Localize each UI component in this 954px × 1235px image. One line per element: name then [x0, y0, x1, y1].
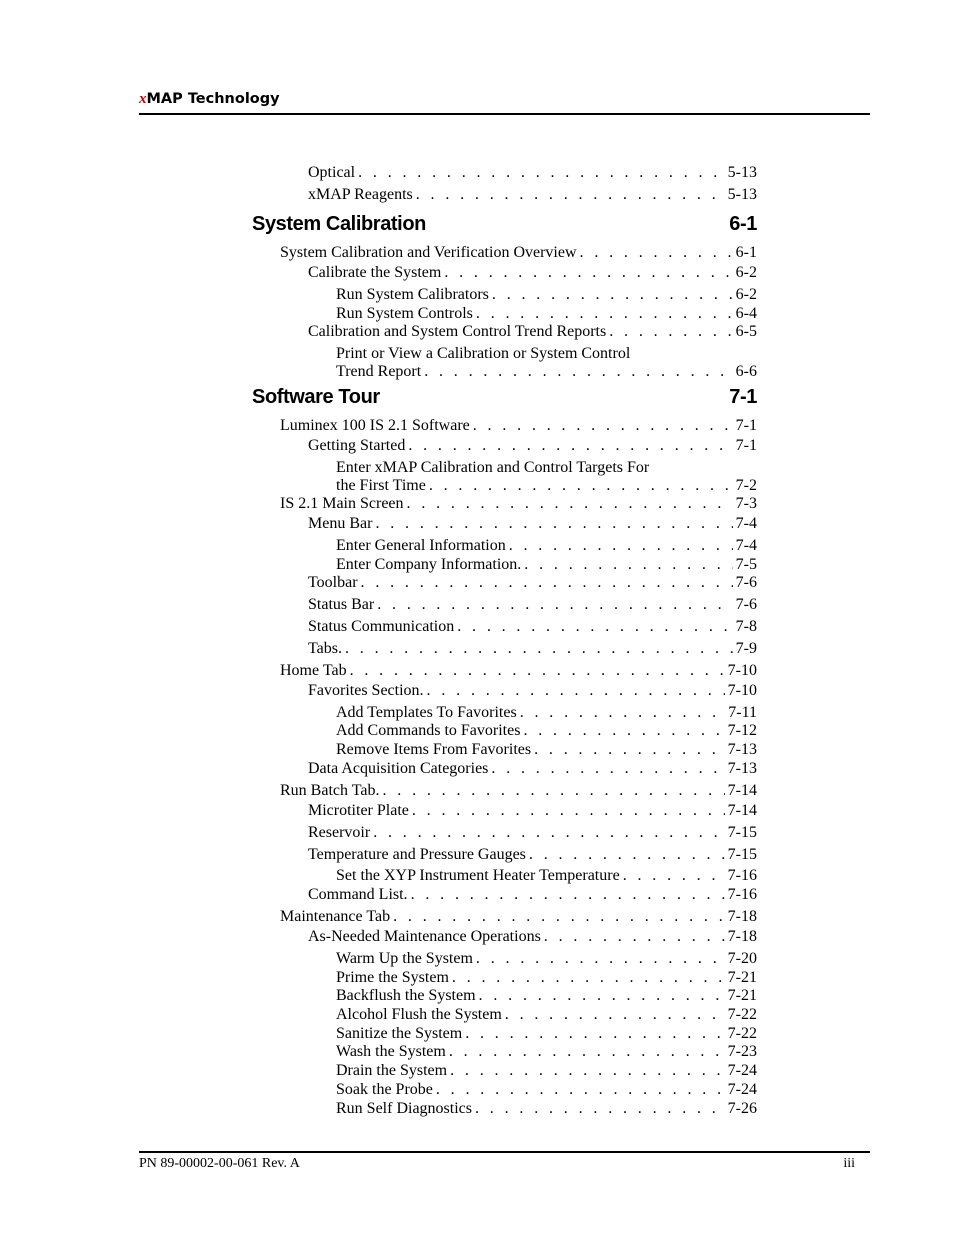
toc-entry[interactable]: Backflush the System . . . 7-21	[336, 986, 757, 1006]
toc-entry[interactable]: Remove Items From Favorites . . . 7-13	[336, 740, 757, 760]
toc-entry[interactable]: Run System Controls . . . 6-4	[336, 304, 757, 324]
toc-entry[interactable]: System Calibration and Verification Overview . . . 6-1	[280, 243, 757, 263]
footer-page-number: iii	[843, 1156, 855, 1171]
toc-entry[interactable]: IS 2.1 Main Screen . . . 7-3	[280, 494, 757, 514]
chapter-heading[interactable]	[252, 213, 757, 239]
toc-entry[interactable]: Microtiter Plate . . . 7-14	[308, 801, 757, 821]
toc-entry[interactable]: xMAP Reagents . . . 5-13	[308, 185, 757, 205]
toc-entry[interactable]: Sanitize the System . . . 7-22	[336, 1024, 757, 1044]
toc-entry[interactable]: Add Commands to Favorites . . . 7-12	[336, 721, 757, 741]
toc-entry[interactable]: Prime the System . . . 7-21	[336, 968, 757, 988]
toc-entry[interactable]: the First Time . . . 7-2	[336, 476, 757, 496]
chapter-title: System Calibration	[252, 213, 426, 235]
toc-entry[interactable]: Status Communication . . . 7-8	[308, 617, 757, 637]
toc-entry[interactable]: Drain the System . . . 7-24	[336, 1061, 757, 1081]
toc-entry[interactable]: Favorites Section. . . . 7-10	[308, 681, 757, 701]
toc-entry[interactable]: Trend Report . . . 6-6	[336, 362, 757, 382]
toc-entry[interactable]: Soak the Probe . . . 7-24	[336, 1080, 757, 1100]
toc-entry[interactable]: Run Batch Tab. . . . 7-14	[280, 781, 757, 801]
toc-entry[interactable]: Tabs. . . . 7-9	[308, 639, 757, 659]
running-header	[139, 91, 280, 108]
header-title: MAP Technology	[146, 91, 280, 107]
toc-entry[interactable]: Command List. . . . 7-16	[308, 885, 757, 905]
toc-entry[interactable]: Data Acquisition Categories . . . 7-13	[308, 759, 757, 779]
toc-entry[interactable]: Luminex 100 IS 2.1 Software . . . 7-1	[280, 416, 757, 436]
toc-entry[interactable]: Maintenance Tab . . . 7-18	[280, 907, 757, 927]
footer-part-number: PN 89-00002-00-061 Rev. A	[139, 1156, 300, 1171]
toc-entry[interactable]: Optical . . . 5-13	[308, 163, 757, 183]
chapter-heading[interactable]	[252, 386, 757, 412]
toc-entry[interactable]: Reservoir . . . 7-15	[308, 823, 757, 843]
toc-entry[interactable]: Alcohol Flush the System . . . 7-22	[336, 1005, 757, 1025]
toc-entry-first-line[interactable]: Print or View a Calibration or System Control	[336, 345, 631, 362]
toc-entry[interactable]: Add Templates To Favorites . . . 7-11	[336, 703, 757, 723]
toc-entry-first-line[interactable]: Enter xMAP Calibration and Control Targets For	[336, 459, 650, 476]
toc-entry[interactable]: Getting Started . . . 7-1	[308, 436, 757, 456]
toc-entry[interactable]: Calibrate the System . . . 6-2	[308, 263, 757, 283]
toc-entry[interactable]: Enter Company Information. . . . 7-5	[336, 555, 757, 575]
footer-rule	[139, 1151, 870, 1153]
chapter-title: Software Tour	[252, 386, 380, 408]
toc-entry[interactable]: Toolbar . . . 7-6	[308, 573, 757, 593]
header-prefix: x	[139, 91, 147, 107]
chapter-page: 7-1	[729, 386, 757, 408]
toc-entry[interactable]: Calibration and System Control Trend Reports . . . 6-5	[308, 322, 757, 342]
toc-entry[interactable]: Run Self Diagnostics . . . 7-26	[336, 1099, 757, 1119]
toc-entry[interactable]: As-Needed Maintenance Operations . . . 7-18	[308, 927, 757, 947]
toc-entry[interactable]: Status Bar . . . 7-6	[308, 595, 757, 615]
toc-entry[interactable]: Home Tab . . . 7-10	[280, 661, 757, 681]
toc-entry[interactable]: Run System Calibrators . . . 6-2	[336, 285, 757, 305]
toc-entry[interactable]: Warm Up the System . . . 7-20	[336, 949, 757, 969]
toc-entry[interactable]: Enter General Information . . . 7-4	[336, 536, 757, 556]
toc-entry[interactable]: Wash the System . . . 7-23	[336, 1042, 757, 1062]
toc-entry[interactable]: Menu Bar . . . 7-4	[308, 514, 757, 534]
toc-entry[interactable]: Temperature and Pressure Gauges . . . 7-15	[308, 845, 757, 865]
toc-entry[interactable]: Set the XYP Instrument Heater Temperature . . . 7-16	[336, 866, 757, 886]
header-rule	[139, 113, 870, 115]
chapter-page: 6-1	[729, 213, 757, 235]
